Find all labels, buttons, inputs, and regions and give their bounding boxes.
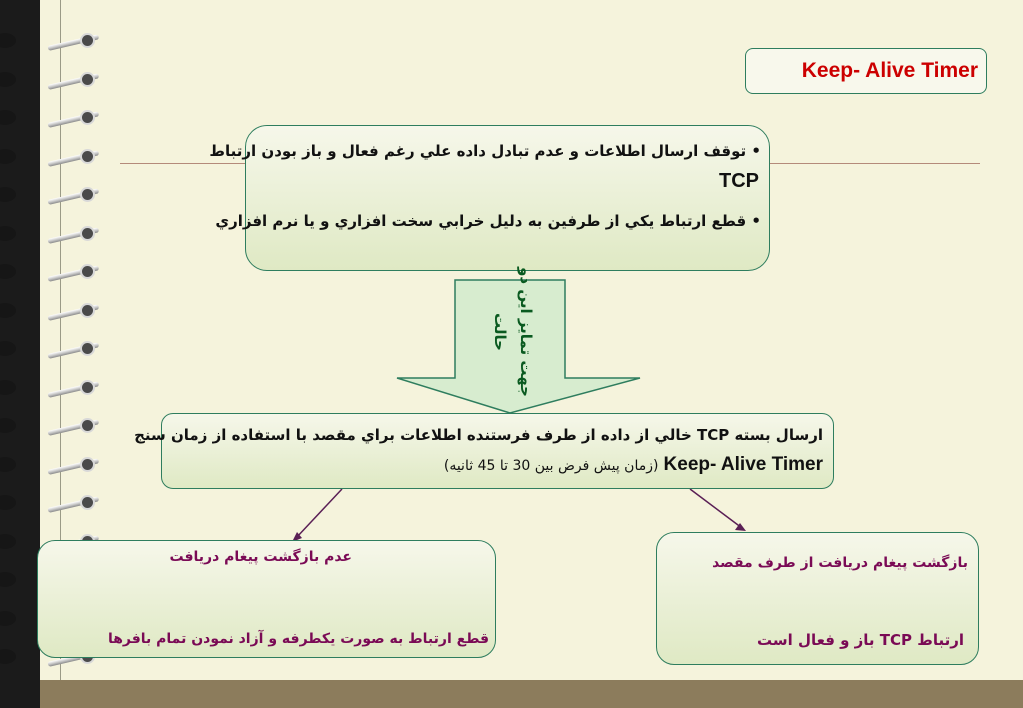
right-outcome-bottom: ارتباط TCP باز و فعال است: [756, 631, 964, 649]
condition-2: [215, 212, 761, 230]
condition-1-line2: TCP: [719, 170, 759, 192]
bullet-icon: •: [751, 142, 761, 160]
arrow-label-line2: حالت: [491, 313, 509, 351]
left-outcome-top: عدم بازگشت پيغام دريافت: [169, 549, 352, 565]
bullet-icon: •: [751, 212, 761, 230]
right-outcome-box: [656, 532, 979, 665]
action-line1: ارسال بسته TCP خالي از داده از طرف فرستنده اطلاعات براي مقصد با استفاده از زمان سنج: [134, 426, 823, 444]
action-line2: [444, 454, 823, 476]
condition-1-text: توقف ارسال اطلاعات و عدم تبادل داده علي رغم فعال و باز بودن ارتباط: [209, 142, 747, 160]
action-box: [134, 413, 834, 489]
left-outcome-box: [37, 540, 496, 658]
connector-left: [296, 489, 342, 538]
condition-1-line1: [209, 142, 761, 160]
connector-right: [690, 489, 742, 528]
conditions-box: [209, 125, 770, 271]
left-outcome-bottom: قطع ارتباط به صورت يکطرفه و آزاد نمودن تمام بافرها: [107, 631, 489, 647]
action-timer-note: (زمان پيش فرض بين 30 تا 45 ثانيه): [443, 458, 659, 474]
condition-2-text: قطع ارتباط يکي از طرفين به دليل خرابي سخت افزاري و يا نرم افزاري: [215, 212, 747, 230]
title-box: [745, 48, 987, 94]
title-text: Keep- Alive Timer: [801, 59, 978, 82]
action-timer-name: Keep- Alive Timer: [663, 454, 823, 475]
arrow-label-line1: جهت تمايز اين دو: [517, 267, 535, 397]
right-outcome-top: بازگشت پيغام دريافت از طرف مقصد: [712, 555, 968, 571]
